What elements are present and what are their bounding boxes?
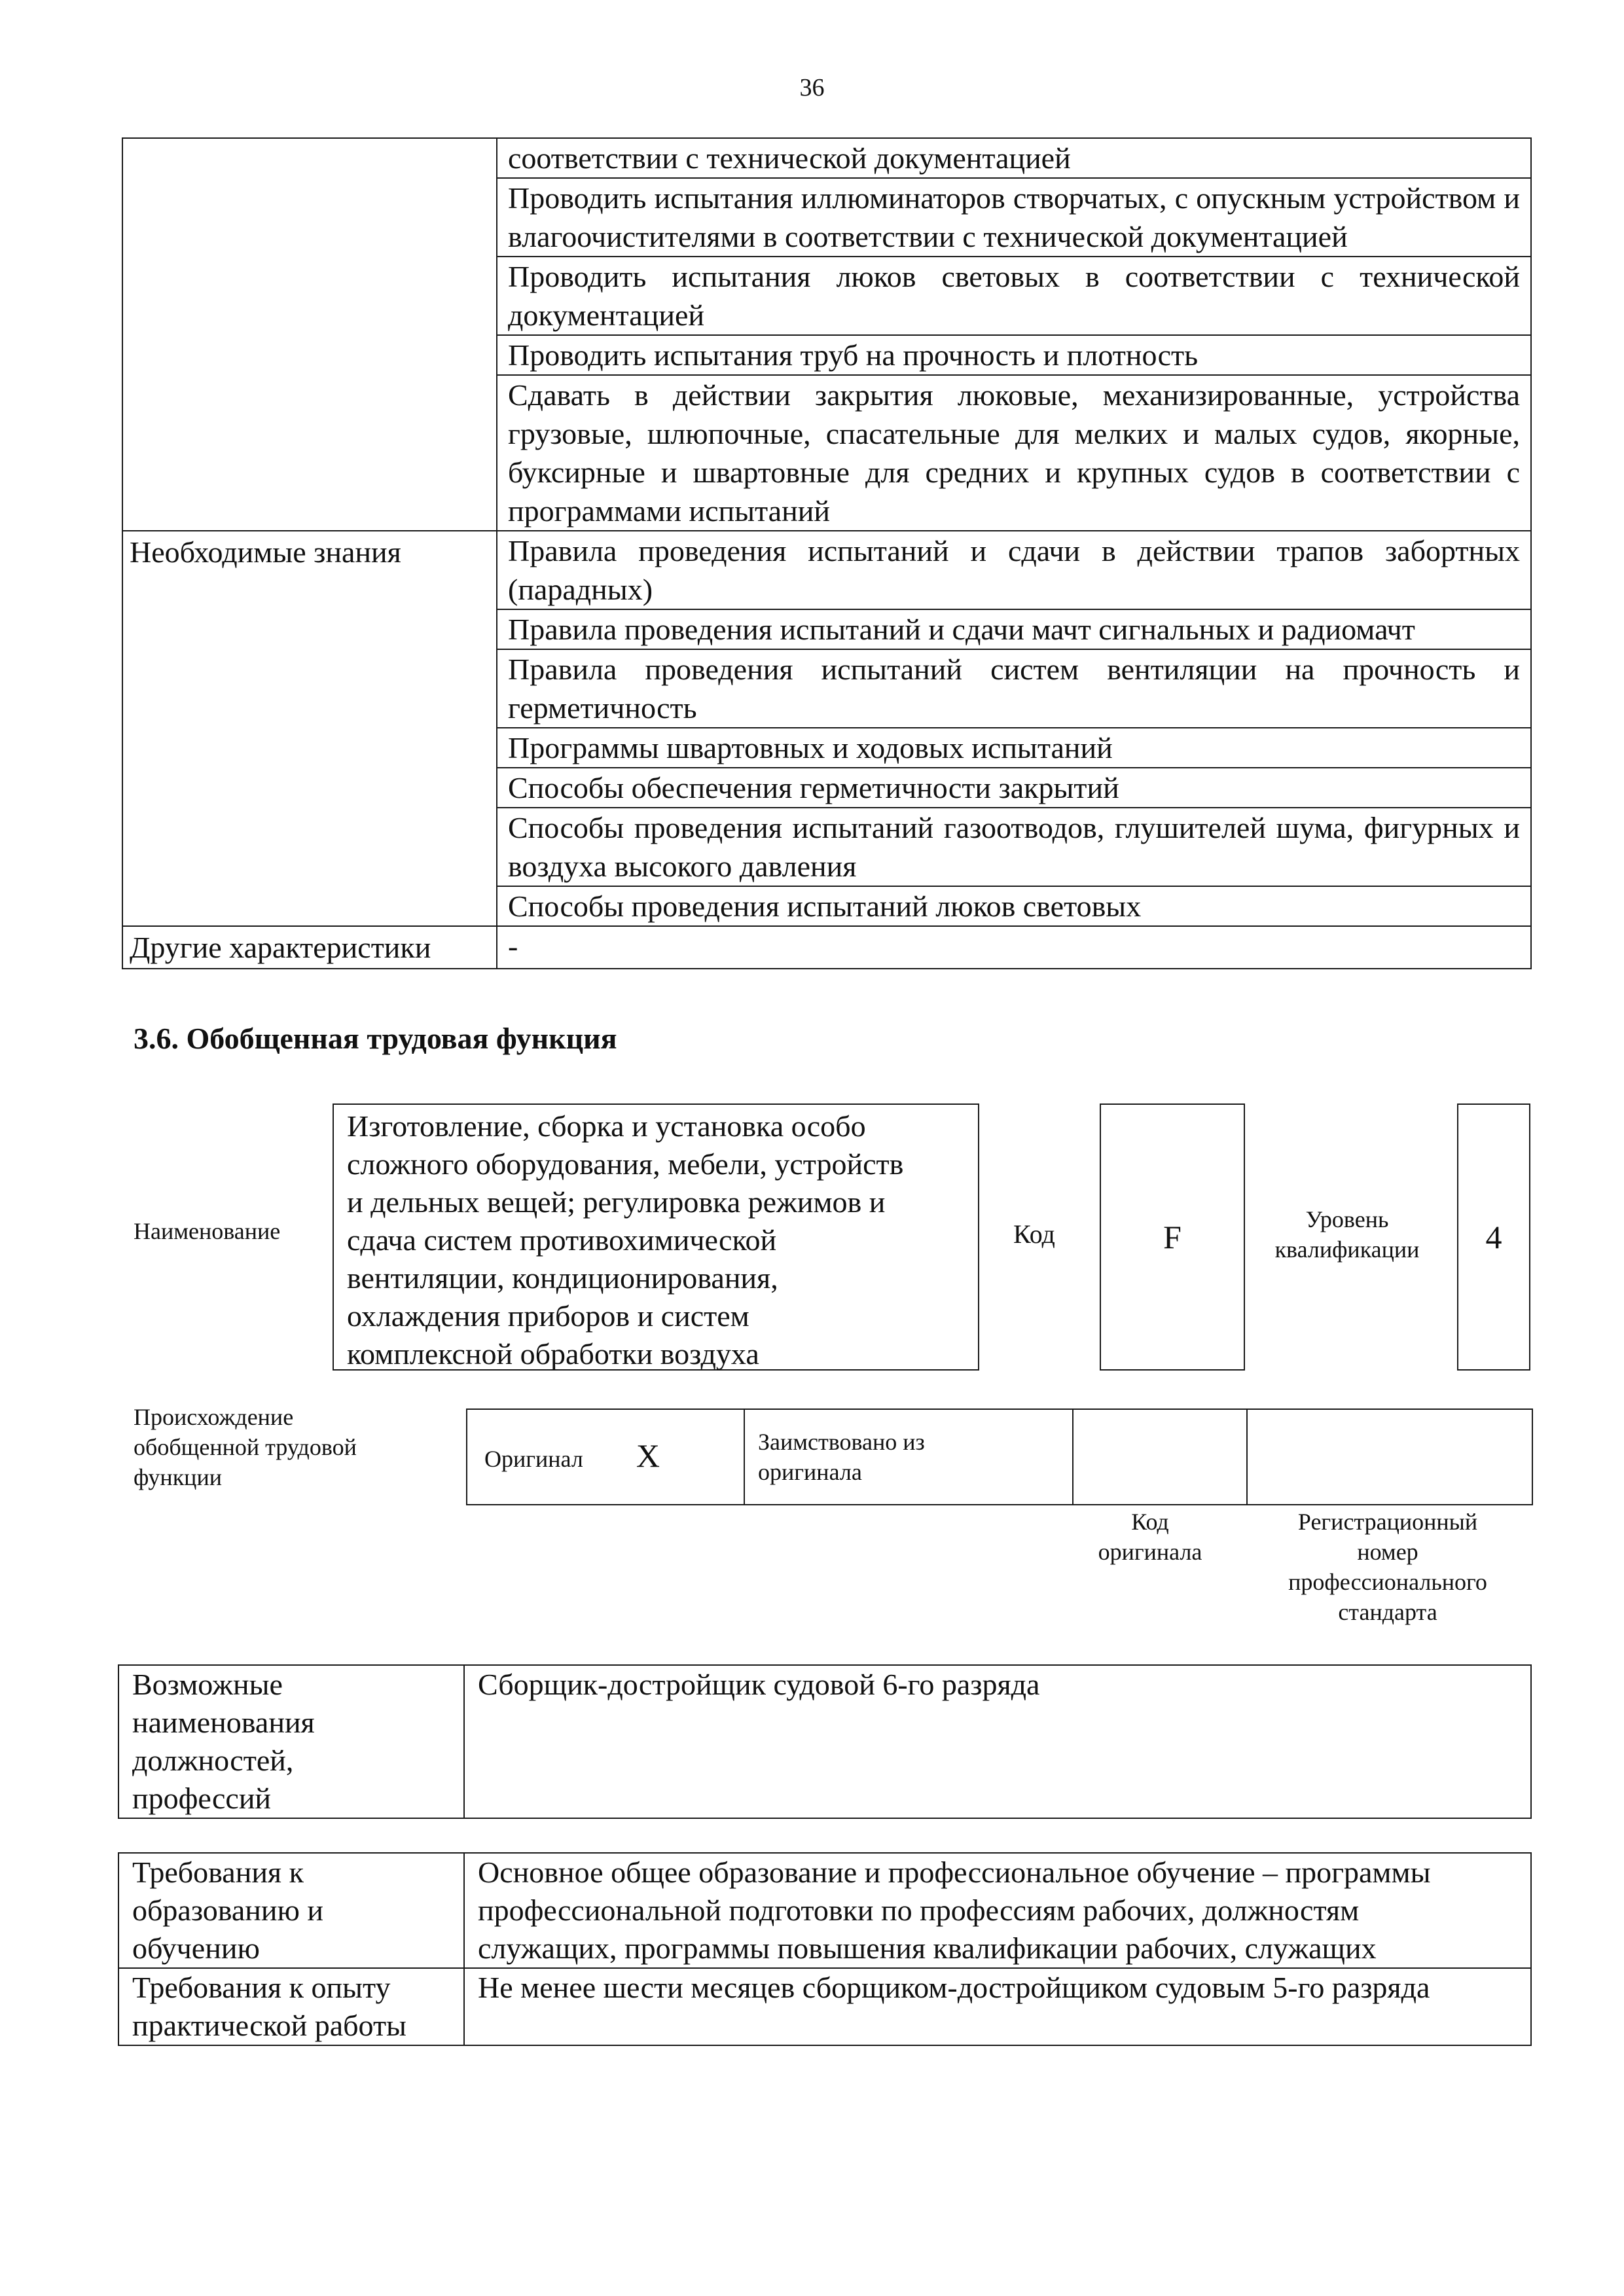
knowledge-cell: Правила проведения испытаний и сдачи в действии трапов забортных (парадных): [497, 531, 1531, 609]
level-label: [1249, 1204, 1445, 1265]
skill-cell: Проводить испытания люков световых в соответствии с технической документацией: [497, 257, 1531, 335]
origin-label-line: обобщенной трудовой: [134, 1434, 357, 1460]
table-row: [122, 531, 1531, 609]
education-label-line: обучению: [132, 1931, 260, 1965]
knowledge-cell: Программы швартовных и ходовых испытаний: [497, 728, 1531, 768]
code-value: F: [1163, 1219, 1182, 1255]
caption-line: Регистрационный: [1297, 1509, 1478, 1535]
education-label-line: Требования к: [132, 1856, 304, 1889]
level-label-line: Уровень: [1305, 1206, 1389, 1232]
code-label: Код: [1013, 1219, 1055, 1249]
knowledge-cell: Способы обеспечения герметичности закрытий: [497, 768, 1531, 808]
function-name-line: и дельных вещей; регулировка режимов и: [347, 1185, 886, 1219]
function-name-line: вентиляции, кондиционирования,: [347, 1261, 778, 1295]
education-line: профессиональной подготовки по профессиям рабочих, должностям: [478, 1893, 1360, 1927]
origin-label: [134, 1402, 357, 1492]
name-label: Наименование: [134, 1218, 281, 1244]
education-line: служащих, программы повышения квалификации рабочих, служащих: [478, 1931, 1377, 1965]
original-code-caption: [1077, 1507, 1223, 1567]
table-row: [118, 1968, 1531, 2045]
other-characteristics-label: Другие характеристики: [122, 926, 497, 969]
caption-line: номер: [1357, 1539, 1418, 1565]
original-code-cell: [1073, 1409, 1247, 1505]
positions-label-line: должностей,: [132, 1744, 294, 1777]
caption-line: профессионального: [1288, 1569, 1487, 1595]
skill-cell: Проводить испытания труб на прочность и плотность: [497, 335, 1531, 375]
table-row: [467, 1409, 1532, 1505]
positions-label-line: профессий: [132, 1782, 272, 1815]
caption-line: оригинала: [1098, 1539, 1202, 1565]
skill-cell: Сдавать в действии закрытия люковые, механизированные, устройства грузовые, шлюпочные, спасательные для мелких и малых судов, якорные, буксирные и швартовные для средних и крупных судов в соответствии с программами испытаний: [497, 375, 1531, 531]
positions-table: [118, 1664, 1532, 1819]
experience-label: [118, 1968, 464, 2045]
experience-label-line: Требования к опыту: [132, 1971, 391, 2004]
table-row: [122, 138, 1531, 178]
knowledge-cell: Правила проведения испытаний и сдачи мачт сигнальных и радиомачт: [497, 609, 1531, 649]
skill-cell: соответствии с технической документацией: [497, 138, 1531, 178]
skills-knowledge-table: [122, 137, 1532, 969]
education-line: Основное общее образование и профессиональное обучение – программы: [478, 1856, 1431, 1889]
function-name-box: [333, 1103, 979, 1371]
table-row: [118, 1665, 1531, 1818]
level-value-box: [1457, 1103, 1530, 1371]
section-heading: 3.6. Обобщенная трудовая функция: [134, 1022, 617, 1055]
origin-table: [466, 1408, 1533, 1505]
level-label-line: квалификации: [1274, 1236, 1420, 1263]
skill-cell: Проводить испытания иллюминаторов створчатых, с опускным устройством и влагоочистителями в соответствии с технической документацией: [497, 178, 1531, 257]
borrowed-label-line: Заимствовано из: [758, 1429, 925, 1455]
code-value-box: [1100, 1103, 1245, 1371]
function-name-line: Изготовление, сборка и установка особо: [347, 1109, 866, 1143]
education-label: [118, 1853, 464, 1968]
borrowed-cell: [744, 1409, 1073, 1505]
borrowed-label-line: оригинала: [758, 1459, 862, 1485]
empty-label-cell: [122, 138, 497, 531]
experience-label-line: практической работы: [132, 2009, 406, 2042]
registration-number-caption: [1244, 1507, 1532, 1627]
origin-label-line: функции: [134, 1464, 222, 1490]
table-row: [118, 1853, 1531, 1968]
table-row: [122, 926, 1531, 969]
experience-value: Не менее шести месяцев сборщиком-достройщиком судовым 5-го разряда: [464, 1968, 1531, 2045]
caption-line: стандарта: [1338, 1599, 1437, 1625]
caption-line: Код: [1131, 1509, 1169, 1535]
knowledge-cell: Способы проведения испытаний люков световых: [497, 886, 1531, 926]
function-name-line: сложного оборудования, мебели, устройств: [347, 1147, 904, 1181]
positions-label-line: наименования: [132, 1706, 315, 1739]
registration-number-cell: [1247, 1409, 1532, 1505]
education-value: [464, 1853, 1531, 1968]
positions-label-line: Возможные: [132, 1668, 283, 1701]
origin-label-line: Происхождение: [134, 1404, 294, 1430]
original-label: Оригинал: [484, 1445, 583, 1472]
original-mark: X: [636, 1437, 660, 1474]
knowledge-cell: Способы проведения испытаний газоотводов, глушителей шума, фигурных и воздуха высокого давления: [497, 808, 1531, 886]
requirements-table: [118, 1852, 1532, 2046]
level-value: 4: [1485, 1219, 1502, 1255]
knowledge-cell: Правила проведения испытаний систем вентиляции на прочность и герметичность: [497, 649, 1531, 728]
knowledge-label: Необходимые знания: [122, 531, 497, 926]
other-characteristics-value: -: [497, 926, 1531, 969]
original-cell: [467, 1409, 744, 1505]
function-name-line: охлаждения приборов и систем: [347, 1299, 749, 1333]
function-name-line: сдача систем противохимической: [347, 1223, 777, 1257]
education-label-line: образованию и: [132, 1893, 323, 1927]
positions-label: [118, 1665, 464, 1818]
positions-value: Сборщик-достройщик судовой 6-го разряда: [464, 1665, 1531, 1818]
page-number: 36: [799, 74, 825, 101]
function-name-line: комплексной обработки воздуха: [347, 1337, 759, 1371]
